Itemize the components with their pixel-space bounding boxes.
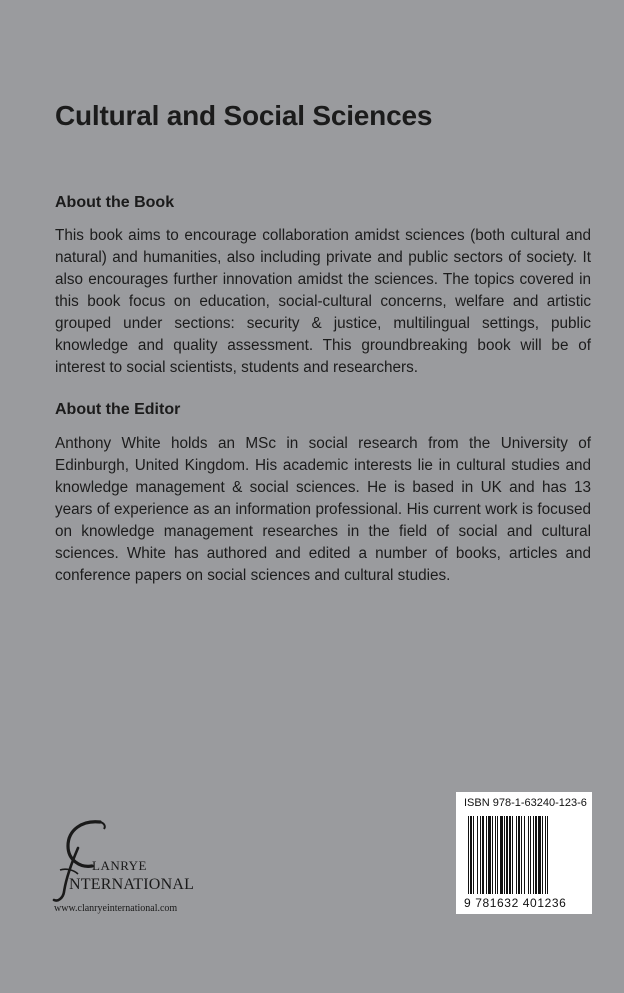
barcode-bar: [521, 816, 522, 894]
barcode-bar: [516, 816, 517, 894]
barcode-bar: [470, 816, 472, 894]
publisher-name-line1: LANRYE: [92, 858, 147, 873]
barcode-bar: [482, 816, 484, 894]
barcode-bar: [497, 816, 498, 894]
barcode-bar: [486, 816, 487, 894]
publisher-url: www.clanryeinternational.com: [54, 903, 178, 914]
barcode-bar: [528, 816, 529, 894]
barcode-bar: [468, 816, 469, 894]
isbn-label: ISBN 978-1-63240-123-6: [464, 797, 587, 809]
about-book-heading: About the Book: [55, 194, 175, 211]
about-editor-text: Anthony White holds an MSc in social research from the University of Edinburgh, United Kingdom. His academic interests lie in cultural studies and knowledge management & social sciences. He is based in UK and has 13 years of experience as an information professional. His current work is focused on knowledge management researches in the field of social and cultural sciences. White has authored and edited a number of books, articles and conference papers on social sciences and cultural studies.: [55, 435, 591, 584]
about-book-text: This book aims to encourage collaboration amidst sciences (both cultural and natural) and humanities, also including private and public sectors of society. It also encourages further innovation amidst the sciences. The topics covered in this book focus on education, social-cultural concerns, welfare and artistic grouped under sections: security & justice, multilingual settings, public knowledge and quality assessment. This groundbreaking book will be of interest to social scientists, students and researchers.: [55, 227, 591, 376]
publisher-name-line2: NTERNATIONAL: [69, 876, 195, 893]
barcode-bar: [533, 816, 534, 894]
publisher-logo: [52, 818, 222, 918]
barcode-bar: [535, 816, 537, 894]
about-editor-heading: About the Editor: [55, 401, 181, 418]
barcode-bar: [473, 816, 474, 894]
barcode-bar: [538, 816, 541, 894]
barcode-bar: [500, 816, 503, 894]
barcode-bar: [488, 816, 491, 894]
barcode-bar: [509, 816, 511, 894]
barcode-bar: [518, 816, 520, 894]
barcode-bar: [495, 816, 496, 894]
barcode-bar: [480, 816, 481, 894]
barcode-panel: [456, 792, 592, 914]
book-title: Cultural and Social Sciences: [55, 100, 433, 131]
barcode-bar: [545, 816, 546, 894]
barcode-icon: [468, 816, 580, 896]
barcode-bar: [512, 816, 513, 894]
barcode-bar: [547, 816, 548, 894]
barcode-bar: [477, 816, 478, 894]
barcode-digits: 9 781632 401236: [464, 896, 567, 910]
barcode-bar: [506, 816, 508, 894]
barcode-bar: [524, 816, 525, 894]
barcode-bar: [542, 816, 543, 894]
barcode-bar: [504, 816, 505, 894]
barcode-bar: [530, 816, 531, 894]
barcode-bar: [492, 816, 493, 894]
